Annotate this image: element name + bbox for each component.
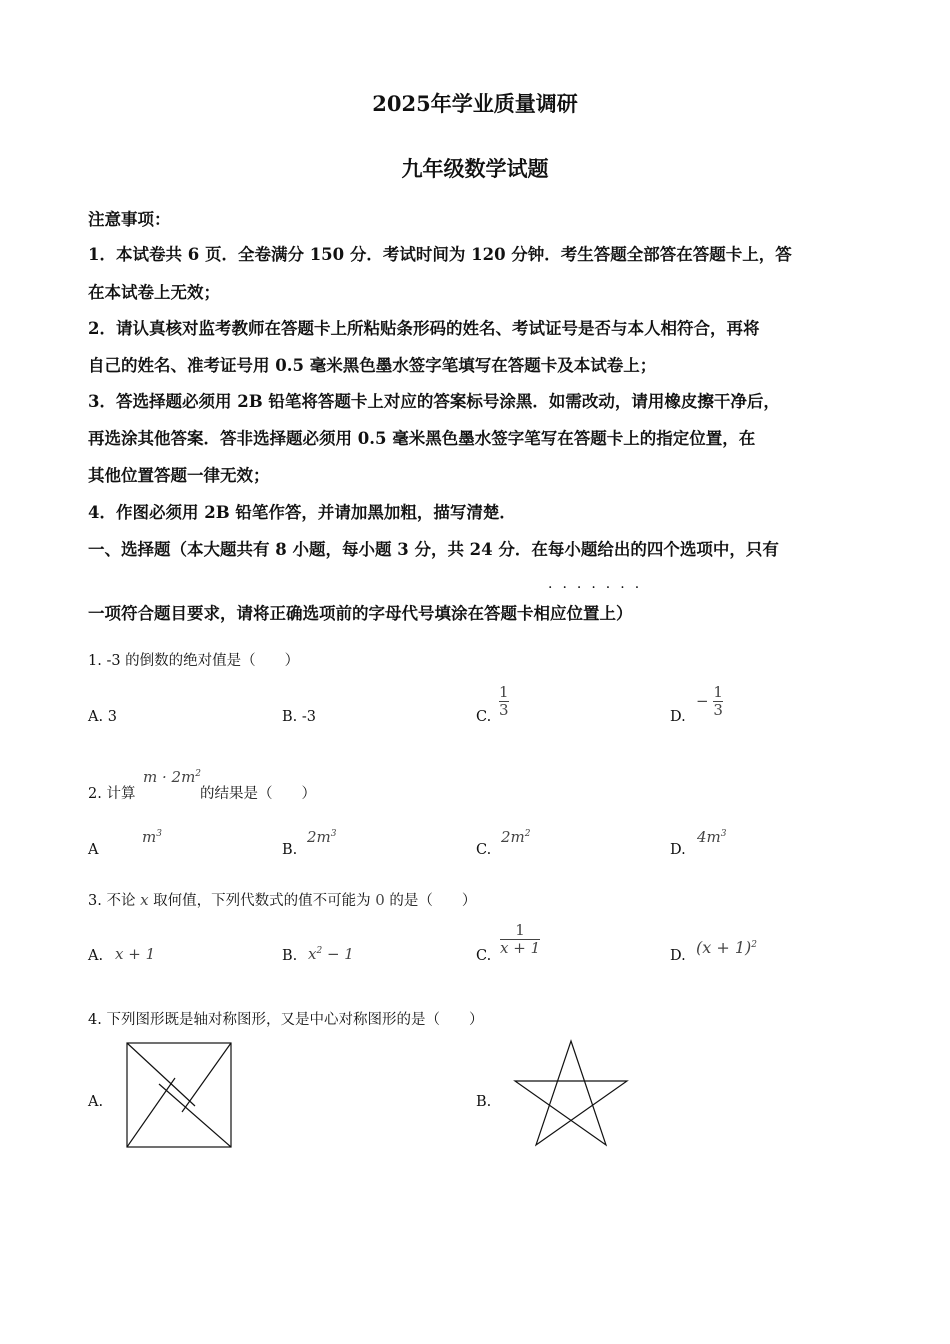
note-3-cont: 再选涂其他答案．答非选择题必须用 0.5 毫米黑色墨水签字笔写在答题卡上的指定位置，在 xyxy=(88,429,756,448)
question-1-stem: 1. -3 的倒数的绝对值是（ ） xyxy=(88,653,300,669)
q2-a-sup: 3 xyxy=(156,829,162,839)
pinwheel-line xyxy=(127,1043,195,1106)
emphasis-dots: ······· xyxy=(548,580,650,596)
q2-d-sup: 3 xyxy=(720,829,727,839)
q1-option-d-fraction xyxy=(696,684,723,718)
q2-d-base: 4m xyxy=(697,828,721,846)
q3-option-c-fraction xyxy=(500,922,540,956)
q2-c-base: 2m xyxy=(501,828,525,846)
q1-c-numerator: 1 xyxy=(499,683,509,701)
question-3-stem xyxy=(88,889,476,910)
q3-stem-mid: 取何值，下列代数式的值不可能为 xyxy=(153,893,371,909)
q2-stem-post: 的结果是（ ） xyxy=(200,786,316,802)
q4-option-b: B. xyxy=(476,1094,492,1110)
q2-expr-base: m · 2m xyxy=(143,768,196,786)
q3-d-base: (x + 1) xyxy=(696,938,752,957)
star-outline xyxy=(515,1041,627,1145)
pinwheel-line xyxy=(182,1043,231,1112)
q2-option-b-expr xyxy=(307,828,337,846)
q3-b-rest: − 1 xyxy=(322,945,354,963)
q2-c-sup: 2 xyxy=(524,829,531,839)
notes-heading: 注意事项： xyxy=(88,210,171,229)
section-heading: 一、选择题（本大题共有 8 小题，每小题 3 分，共 24 分．在每小题给出的四个选项中，只有 xyxy=(88,540,779,559)
q3-stem-zero: 0 xyxy=(375,891,385,909)
q2-stem-pre: 2. 计算 xyxy=(88,786,136,802)
question-2-stem xyxy=(88,782,135,803)
q1-option-c xyxy=(476,709,491,725)
q3-stem-post: 的是（ ） xyxy=(389,893,477,909)
q3-option-a-expr: x + 1 xyxy=(115,945,156,963)
page-title: 2025年学业质量调研 xyxy=(372,91,578,116)
q3-option-b: B. xyxy=(282,948,298,964)
question-4-stem: 4. 下列图形既是轴对称图形，又是中心对称图形的是（ ） xyxy=(88,1012,484,1028)
q2-option-d: D. xyxy=(670,842,686,858)
q2-option-c-expr xyxy=(501,828,531,846)
q1-d-sign: − xyxy=(696,692,709,710)
q1-d-numerator: 1 xyxy=(713,683,723,701)
q1-option-c-fraction xyxy=(499,684,509,718)
q1-option-a: A. 3 xyxy=(88,709,117,725)
q4-option-a: A. xyxy=(88,1094,104,1110)
note-4: 4．作图必须用 2B 铅笔作答，并请加黑加粗，描写清楚． xyxy=(88,503,516,522)
pinwheel-line xyxy=(127,1078,175,1147)
note-1: 1．本试卷共 6 页．全卷满分 150 分．考试时间为 120 分钟．考生答题全部答在答题卡上，答 xyxy=(88,245,792,264)
q3-option-c: C. xyxy=(476,948,492,964)
q2-stem-expression xyxy=(143,768,201,786)
q1-d-denominator: 3 xyxy=(713,700,723,719)
q3-option-d: D. xyxy=(670,948,686,964)
q3-option-d-expr xyxy=(696,938,757,957)
section-heading-cont: 一项符合题目要求，请将正确选项前的字母代号填涂在答题卡相应位置上） xyxy=(88,604,633,623)
note-3-cont2: 其他位置答题一律无效； xyxy=(88,466,270,485)
q1-c-denominator: 3 xyxy=(499,700,509,719)
q1-option-c-label: C. xyxy=(476,709,492,725)
q2-option-b: B. xyxy=(282,842,298,858)
q2-a-base: m xyxy=(142,828,157,846)
pinwheel-square-figure xyxy=(120,1036,240,1152)
q3-stem-pre: 3. 不论 xyxy=(88,893,136,909)
q3-stem-var: x xyxy=(140,891,149,909)
q3-c-denominator: x + 1 xyxy=(500,938,541,957)
q3-c-numerator: 1 xyxy=(515,921,525,939)
q3-option-a: A. xyxy=(88,948,104,964)
q2-option-d-expr xyxy=(697,828,727,846)
q1-option-b: B. -3 xyxy=(282,709,316,725)
page-subtitle: 九年级数学试题 xyxy=(401,156,549,181)
q2-option-a: A xyxy=(88,842,99,858)
q3-d-sup: 2 xyxy=(751,940,757,950)
q3-b-base: x xyxy=(308,945,317,963)
q3-b-sup: 2 xyxy=(316,946,323,956)
q2-b-sup: 3 xyxy=(330,829,337,839)
q1-option-d xyxy=(670,709,686,725)
note-1-cont: 在本试卷上无效； xyxy=(88,283,220,302)
q3-option-b-expr xyxy=(308,945,354,963)
q2-expr-sup: 2 xyxy=(195,769,202,779)
note-2-cont: 自己的姓名、准考证号用 0.5 毫米黑色墨水签字笔填写在答题卡及本试卷上； xyxy=(88,356,657,375)
outer-square xyxy=(127,1043,231,1147)
note-3: 3．答选择题必须用 2B 铅笔将答题卡上对应的答案标号涂黑．如需改动，请用橡皮擦干净后， xyxy=(88,392,780,411)
note-2: 2．请认真核对监考教师在答题卡上所粘贴条形码的姓名、考试证号是否与本人相符合，再将 xyxy=(88,319,760,338)
q2-option-c: C. xyxy=(476,842,492,858)
q2-option-a-expr xyxy=(142,828,162,846)
q1-option-d-label: D. xyxy=(670,709,686,725)
five-pointed-star-figure xyxy=(510,1036,634,1150)
q2-b-base: 2m xyxy=(307,828,331,846)
